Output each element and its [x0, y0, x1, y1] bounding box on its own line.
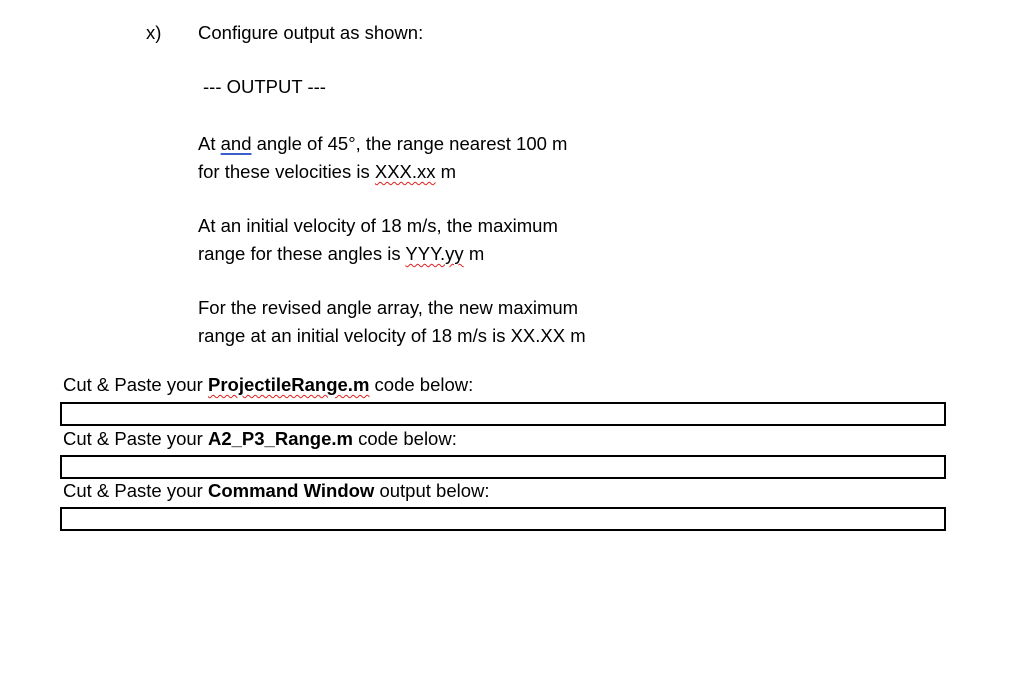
paste-box-a2-p3-range[interactable] — [60, 455, 946, 479]
paragraph-1-line-1: At and angle of 45°, the range nearest 100 m — [198, 133, 568, 154]
paste-box-projectile-range[interactable] — [60, 402, 946, 426]
paragraph-3-line-2: range at an initial velocity of 18 m/s is XX.XX m — [198, 325, 586, 346]
paste-box-command-window[interactable] — [60, 507, 946, 531]
instruction-text: Configure output as shown: — [198, 22, 424, 43]
paste-label-a2-p3-range: Cut & Paste your A2_P3_Range.m code below: — [63, 428, 457, 449]
grammar-flagged-word[interactable]: and — [220, 133, 252, 154]
paragraph-3-line-1: For the revised angle array, the new maximum — [198, 297, 579, 318]
output-header: --- OUTPUT --- — [203, 76, 326, 97]
paste-label-command-window: Cut & Paste your Command Window output below: — [63, 480, 490, 501]
spelling-flagged-placeholder[interactable]: XXX.xx — [374, 161, 436, 182]
spelling-flagged-filename[interactable]: ProjectileRange.m — [207, 374, 370, 395]
spelling-flagged-placeholder[interactable]: YYY.yy — [405, 243, 464, 264]
section-number: x) — [146, 22, 162, 43]
command-window-label: Command Window — [207, 480, 375, 501]
output-paragraph-2 — [198, 212, 558, 268]
paste-label-projectile-range: Cut & Paste your ProjectileRange.m code below: — [63, 374, 474, 395]
paragraph-2-line-2: range for these angles is YYY.yy m — [198, 243, 485, 264]
output-paragraph-3 — [198, 294, 586, 350]
output-paragraph-1 — [198, 130, 567, 186]
paragraph-1-line-2: for these velocities is XXX.xx m — [198, 161, 457, 182]
filename: A2_P3_Range.m — [207, 428, 353, 449]
paragraph-2-line-1: At an initial velocity of 18 m/s, the maximum — [198, 215, 558, 236]
